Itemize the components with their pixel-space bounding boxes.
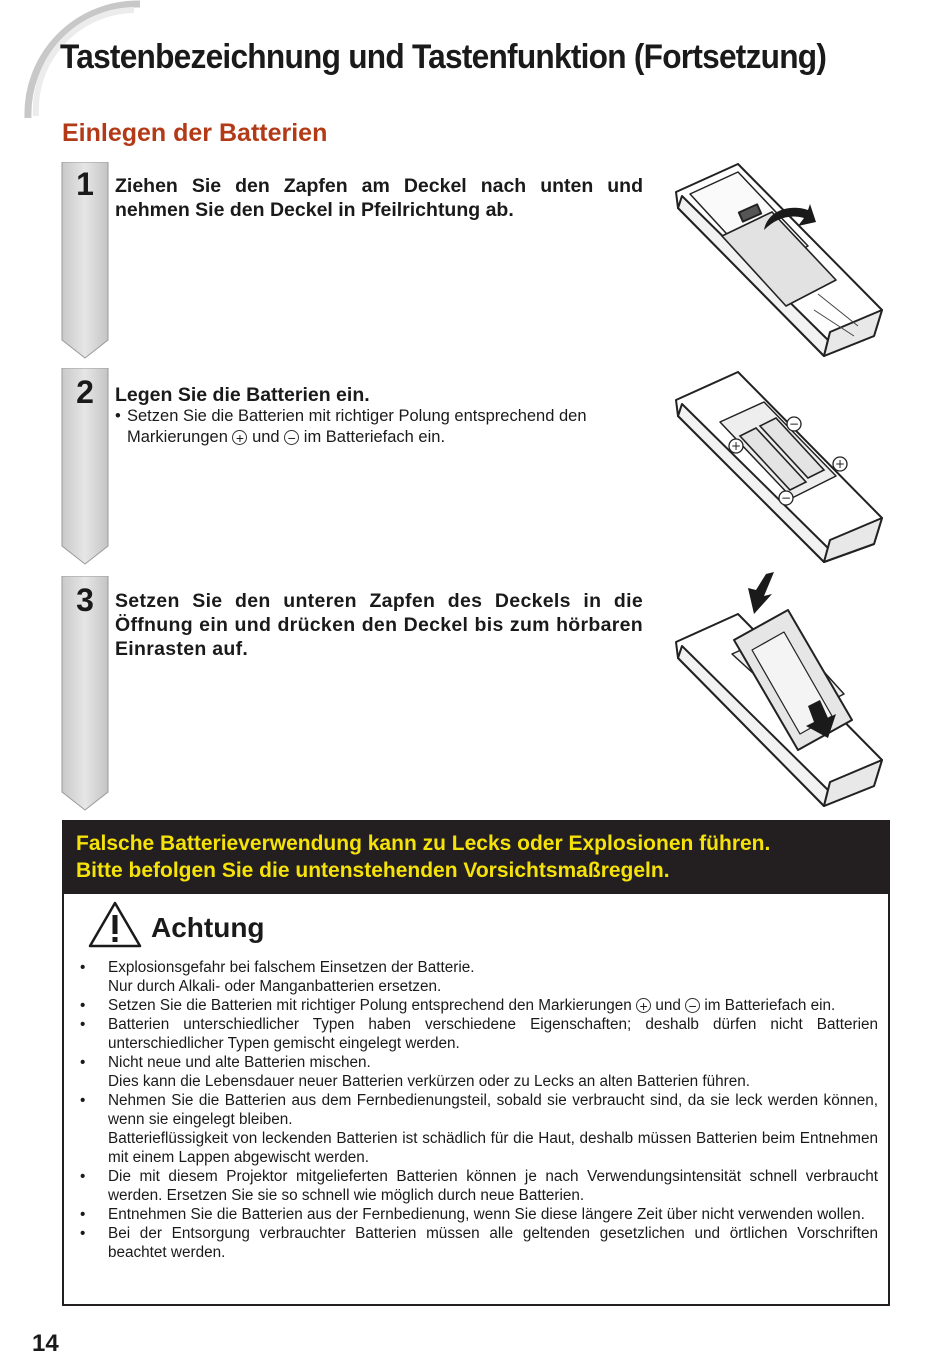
caution-item-3-line-1: Batterien unterschiedlicher Typen haben verschiedene Eigenschaften; deshalb dürfen nicht Batterien unterschiedlicher Typen gemischt eingelegt werden. <box>108 1016 878 1052</box>
list-item <box>76 1224 878 1262</box>
caution-item-1-line-1: Explosionsgefahr bei falschem Einsetzen der Batterie. <box>108 959 475 976</box>
svg-text:−: − <box>780 491 792 505</box>
section-title: Einlegen der Batterien <box>62 119 328 147</box>
bullet: • <box>80 1225 86 1242</box>
step-2-number: 2 <box>76 374 94 410</box>
bullet: • <box>80 1054 86 1071</box>
step-2-text: Legen Sie die Batterien ein. <box>115 384 370 406</box>
caution-item-6-line-1: Die mit diesem Projektor mitgelieferten Batterien können je nach Verwendungsintensität schnell verbraucht werden. Ersetzen Sie sie so schnell wie möglich durch neue Batterien. <box>108 1168 878 1204</box>
page-number: 14 <box>32 1330 59 1357</box>
caution-item-8-line-1: Bei der Entsorgung verbrauchter Batterien müssen alle geltenden gesetzlichen und örtlichen Vorschriften beachtet werden. <box>108 1225 878 1261</box>
page-title: Tastenbezeichnung und Tastenfunktion (Fortsetzung) <box>60 38 827 76</box>
warning-triangle-icon <box>88 900 142 950</box>
list-item <box>76 1053 878 1091</box>
list-item <box>76 1015 878 1053</box>
minus-symbol-icon: − <box>685 998 700 1013</box>
caution-item-4-line-1: Nicht neue und alte Batterien mischen. <box>108 1054 371 1071</box>
bullet: • <box>80 1168 86 1185</box>
step-1-text: Ziehen Sie den Zapfen am Deckel nach unten und nehmen Sie den Deckel in Pfeilrichtung ab. <box>115 175 643 221</box>
caution-item-1-line-2: Nur durch Alkali- oder Manganbatterien ersetzen. <box>108 978 442 995</box>
remote-batteries-illustration <box>668 366 894 566</box>
warning-line-2: Bitte befolgen Sie die untenstehenden Vorsichtsmaßregeln. <box>76 859 670 882</box>
step-3-text: Setzen Sie den unteren Zapfen des Deckels in die Öffnung ein und drücken den Deckel bis zum hörbaren Einrasten auf. <box>115 590 643 660</box>
bullet: • <box>80 1016 86 1033</box>
svg-text:+: + <box>730 439 742 453</box>
caution-item-5-line-2: Batterieflüssigkeit von leckenden Batterien ist schädlich für die Haut, deshalb müssen Batterien beim Entnehmen mit einem Lappen abgewischt werden. <box>108 1130 878 1166</box>
caution-item-4-line-2: Dies kann die Lebensdauer neuer Batterien verkürzen oder zu Lecks an alten Batterien führen. <box>108 1073 751 1090</box>
list-item <box>76 1091 878 1167</box>
step-2-sub-line-2b: und <box>252 428 280 446</box>
caution-list <box>76 958 878 1262</box>
caution-item-5-line-1: Nehmen Sie die Batterien aus dem Fernbedienungsteil, sobald sie verbraucht sind, da sie leck werden können, wenn sie eingelegt bleiben. <box>108 1092 878 1128</box>
step-2-sub-line-2c: im Batteriefach ein. <box>303 428 446 446</box>
bullet: • <box>80 959 86 976</box>
list-item <box>76 1205 878 1224</box>
warning-banner <box>62 820 890 892</box>
bullet: • <box>80 1206 86 1223</box>
bullet: • <box>115 407 121 425</box>
plus-symbol-icon: + <box>232 430 247 445</box>
caution-item-2-part-b: und <box>655 997 681 1014</box>
list-item <box>76 996 878 1015</box>
step-1-number: 1 <box>76 166 94 202</box>
plus-symbol-icon: + <box>636 998 651 1013</box>
minus-symbol-icon: − <box>284 430 299 445</box>
step-2-sub-line-2a: Markierungen <box>127 428 228 446</box>
svg-text:+: + <box>834 457 846 471</box>
caution-item-7-line-1: Entnehmen Sie die Batterien aus der Fernbedienung, wenn Sie diese längere Zeit über nicht verwenden wollen. <box>108 1206 865 1223</box>
list-item <box>76 1167 878 1205</box>
remote-cover-reattach-illustration <box>668 570 894 810</box>
step-2-sub-line-1: Setzen Sie die Batterien mit richtiger Polung entsprechend den <box>127 407 587 425</box>
warning-line-1: Falsche Batterieverwendung kann zu Lecks oder Explosionen führen. <box>76 832 771 855</box>
bullet: • <box>80 997 86 1014</box>
caution-title: Achtung <box>151 912 265 943</box>
step-3-number: 3 <box>76 582 94 618</box>
remote-cover-removal-illustration <box>668 160 894 360</box>
list-item <box>76 958 878 996</box>
bullet: • <box>80 1092 86 1109</box>
caution-item-2-part-a: Setzen Sie die Batterien mit richtiger Polung entsprechend den Markierungen <box>108 997 632 1014</box>
svg-text:−: − <box>788 417 800 431</box>
step-2-subtext <box>115 406 655 448</box>
caution-item-2-part-c: im Batteriefach ein. <box>704 997 836 1014</box>
